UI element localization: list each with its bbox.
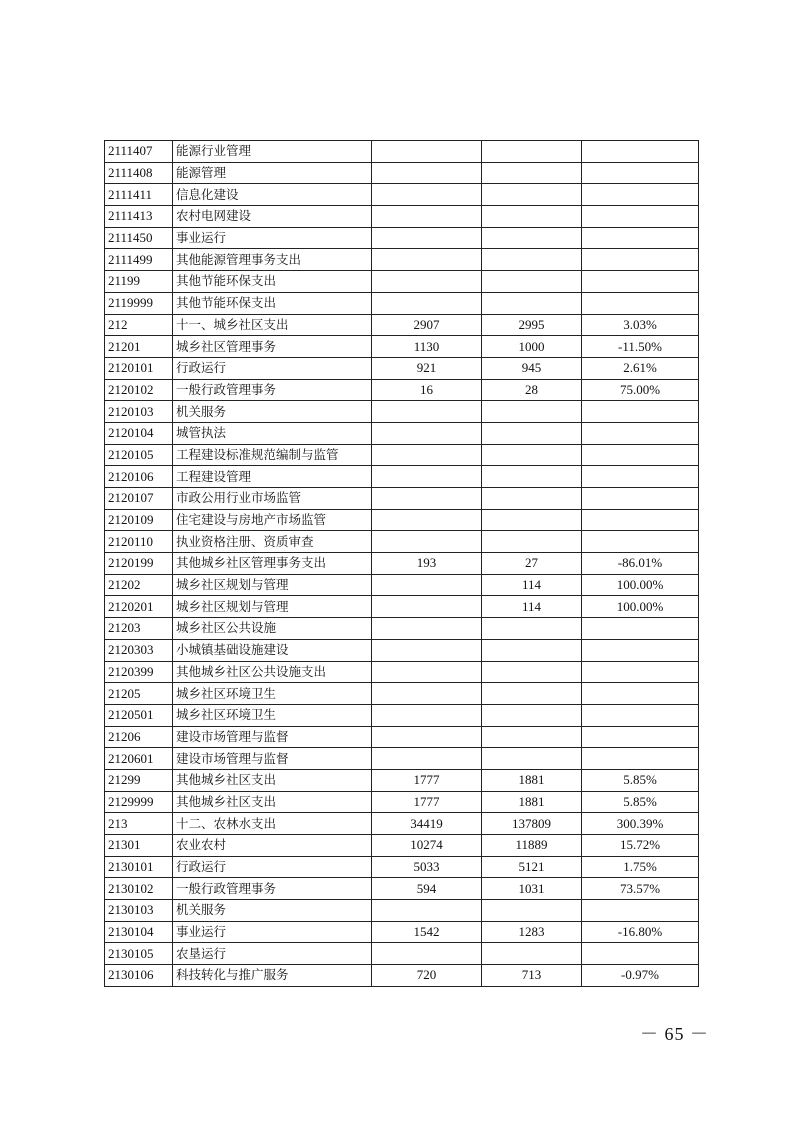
row-value-a xyxy=(372,184,482,206)
row-value-b xyxy=(482,444,582,466)
row-code: 2111408 xyxy=(105,162,173,184)
row-value-a xyxy=(372,748,482,770)
table-row xyxy=(105,661,699,683)
row-change-percent xyxy=(582,422,699,444)
row-change-percent xyxy=(582,249,699,271)
row-value-b: 1031 xyxy=(482,878,582,900)
row-change-percent: 3.03% xyxy=(582,314,699,336)
table-row xyxy=(105,227,699,249)
row-change-percent: 300.39% xyxy=(582,813,699,835)
table-row xyxy=(105,878,699,900)
row-value-b: 1881 xyxy=(482,769,582,791)
row-code: 2111499 xyxy=(105,249,173,271)
row-value-a xyxy=(372,509,482,531)
table-row xyxy=(105,921,699,943)
row-code: 2130106 xyxy=(105,965,173,987)
table-row xyxy=(105,422,699,444)
row-change-percent: 1.75% xyxy=(582,856,699,878)
row-name: 工程建设管理 xyxy=(173,466,372,488)
row-value-a: 34419 xyxy=(372,813,482,835)
table-row xyxy=(105,531,699,553)
row-value-b xyxy=(482,141,582,163)
row-code: 21206 xyxy=(105,726,173,748)
row-change-percent: 75.00% xyxy=(582,379,699,401)
table-row xyxy=(105,509,699,531)
row-code: 2120106 xyxy=(105,466,173,488)
row-value-b xyxy=(482,943,582,965)
row-value-b xyxy=(482,661,582,683)
row-code: 21202 xyxy=(105,574,173,596)
row-change-percent xyxy=(582,401,699,423)
row-change-percent xyxy=(582,683,699,705)
row-code: 2120102 xyxy=(105,379,173,401)
row-name: 其他节能环保支出 xyxy=(173,292,372,314)
row-code: 2120201 xyxy=(105,596,173,618)
row-value-a: 1542 xyxy=(372,921,482,943)
row-name: 其他城乡社区支出 xyxy=(173,791,372,813)
row-change-percent: 2.61% xyxy=(582,357,699,379)
row-code: 2129999 xyxy=(105,791,173,813)
row-value-b: 5121 xyxy=(482,856,582,878)
budget-table-body xyxy=(105,141,699,987)
row-value-a: 16 xyxy=(372,379,482,401)
row-value-a xyxy=(372,422,482,444)
row-value-b: 28 xyxy=(482,379,582,401)
row-name: 城乡社区规划与管理 xyxy=(173,574,372,596)
row-name: 城乡社区管理事务 xyxy=(173,336,372,358)
table-row xyxy=(105,357,699,379)
row-change-percent xyxy=(582,162,699,184)
row-value-b: 2995 xyxy=(482,314,582,336)
row-change-percent: 5.85% xyxy=(582,769,699,791)
row-value-b xyxy=(482,227,582,249)
table-row xyxy=(105,769,699,791)
row-name: 建设市场管理与监督 xyxy=(173,748,372,770)
row-name: 信息化建设 xyxy=(173,184,372,206)
row-change-percent xyxy=(582,206,699,228)
row-value-b: 1881 xyxy=(482,791,582,813)
row-name: 小城镇基础设施建设 xyxy=(173,639,372,661)
row-name: 城乡社区环境卫生 xyxy=(173,683,372,705)
row-name: 城乡社区规划与管理 xyxy=(173,596,372,618)
row-name: 建设市场管理与监督 xyxy=(173,726,372,748)
row-value-a xyxy=(372,531,482,553)
row-value-a xyxy=(372,141,482,163)
row-code: 2120110 xyxy=(105,531,173,553)
row-value-b: 27 xyxy=(482,553,582,575)
table-row xyxy=(105,271,699,293)
row-change-percent: 73.57% xyxy=(582,878,699,900)
table-row xyxy=(105,813,699,835)
table-row xyxy=(105,141,699,163)
row-change-percent xyxy=(582,184,699,206)
row-code: 2120601 xyxy=(105,748,173,770)
row-value-b: 713 xyxy=(482,965,582,987)
table-row xyxy=(105,488,699,510)
row-change-percent: 15.72% xyxy=(582,835,699,857)
row-value-b xyxy=(482,618,582,640)
row-value-a xyxy=(372,488,482,510)
row-code: 2120104 xyxy=(105,422,173,444)
row-change-percent: -11.50% xyxy=(582,336,699,358)
row-value-b: 114 xyxy=(482,596,582,618)
row-value-a: 921 xyxy=(372,357,482,379)
row-code: 2130105 xyxy=(105,943,173,965)
table-row xyxy=(105,184,699,206)
row-code: 21201 xyxy=(105,336,173,358)
row-code: 2120399 xyxy=(105,661,173,683)
row-name: 一般行政管理事务 xyxy=(173,379,372,401)
row-code: 2130103 xyxy=(105,900,173,922)
row-change-percent: -86.01% xyxy=(582,553,699,575)
row-value-a xyxy=(372,401,482,423)
table-row xyxy=(105,162,699,184)
row-code: 21203 xyxy=(105,618,173,640)
row-value-a: 5033 xyxy=(372,856,482,878)
row-value-a: 2907 xyxy=(372,314,482,336)
row-change-percent xyxy=(582,661,699,683)
row-value-b xyxy=(482,206,582,228)
row-name: 科技转化与推广服务 xyxy=(173,965,372,987)
row-code: 2120107 xyxy=(105,488,173,510)
row-change-percent xyxy=(582,726,699,748)
row-value-a: 1777 xyxy=(372,769,482,791)
row-value-b xyxy=(482,184,582,206)
row-value-b xyxy=(482,683,582,705)
row-name: 其他节能环保支出 xyxy=(173,271,372,293)
row-name: 一般行政管理事务 xyxy=(173,878,372,900)
row-code: 2130102 xyxy=(105,878,173,900)
row-value-a xyxy=(372,227,482,249)
row-value-b xyxy=(482,900,582,922)
row-value-b: 114 xyxy=(482,574,582,596)
row-value-a xyxy=(372,444,482,466)
row-change-percent xyxy=(582,639,699,661)
row-name: 十二、农林水支出 xyxy=(173,813,372,835)
row-code: 2120101 xyxy=(105,357,173,379)
row-name: 能源行业管理 xyxy=(173,141,372,163)
row-change-percent xyxy=(582,271,699,293)
row-change-percent xyxy=(582,618,699,640)
row-name: 机关服务 xyxy=(173,900,372,922)
row-change-percent xyxy=(582,444,699,466)
table-row xyxy=(105,618,699,640)
row-value-b xyxy=(482,271,582,293)
row-change-percent xyxy=(582,488,699,510)
row-change-percent xyxy=(582,509,699,531)
table-row xyxy=(105,466,699,488)
row-change-percent xyxy=(582,292,699,314)
row-value-a xyxy=(372,661,482,683)
row-change-percent xyxy=(582,900,699,922)
row-name: 十一、城乡社区支出 xyxy=(173,314,372,336)
row-code: 21299 xyxy=(105,769,173,791)
row-change-percent: 5.85% xyxy=(582,791,699,813)
row-change-percent xyxy=(582,227,699,249)
row-change-percent xyxy=(582,466,699,488)
row-code: 213 xyxy=(105,813,173,835)
row-value-a xyxy=(372,271,482,293)
budget-table xyxy=(104,140,699,987)
row-name: 其他能源管理事务支出 xyxy=(173,249,372,271)
table-row xyxy=(105,791,699,813)
table-row xyxy=(105,726,699,748)
table-row xyxy=(105,856,699,878)
row-value-a xyxy=(372,943,482,965)
table-row xyxy=(105,965,699,987)
table-row xyxy=(105,292,699,314)
row-value-b xyxy=(482,531,582,553)
row-value-a xyxy=(372,249,482,271)
table-row xyxy=(105,900,699,922)
row-name: 城管执法 xyxy=(173,422,372,444)
row-code: 2119999 xyxy=(105,292,173,314)
table-row xyxy=(105,835,699,857)
row-code: 2120199 xyxy=(105,553,173,575)
row-name: 事业运行 xyxy=(173,227,372,249)
row-code: 2130101 xyxy=(105,856,173,878)
row-name: 其他城乡社区管理事务支出 xyxy=(173,553,372,575)
row-name: 农业农村 xyxy=(173,835,372,857)
row-name: 城乡社区环境卫生 xyxy=(173,704,372,726)
table-row xyxy=(105,683,699,705)
row-name: 工程建设标准规范编制与监管 xyxy=(173,444,372,466)
row-change-percent xyxy=(582,141,699,163)
row-value-a xyxy=(372,683,482,705)
row-value-a xyxy=(372,466,482,488)
row-value-b xyxy=(482,249,582,271)
row-change-percent: -16.80% xyxy=(582,921,699,943)
row-value-b xyxy=(482,509,582,531)
row-value-a xyxy=(372,206,482,228)
row-code: 2111450 xyxy=(105,227,173,249)
row-name: 其他城乡社区公共设施支出 xyxy=(173,661,372,683)
row-value-b xyxy=(482,401,582,423)
table-row xyxy=(105,748,699,770)
row-value-b xyxy=(482,466,582,488)
table-row xyxy=(105,596,699,618)
row-value-b: 1000 xyxy=(482,336,582,358)
table-row xyxy=(105,639,699,661)
row-value-a xyxy=(372,618,482,640)
table-row xyxy=(105,249,699,271)
table-row xyxy=(105,379,699,401)
row-code: 2111413 xyxy=(105,206,173,228)
row-value-a: 594 xyxy=(372,878,482,900)
row-value-b: 137809 xyxy=(482,813,582,835)
row-code: 21301 xyxy=(105,835,173,857)
table-row xyxy=(105,314,699,336)
row-value-a xyxy=(372,596,482,618)
row-code: 21205 xyxy=(105,683,173,705)
row-value-b: 945 xyxy=(482,357,582,379)
row-code: 2120109 xyxy=(105,509,173,531)
row-code: 2111411 xyxy=(105,184,173,206)
row-value-b xyxy=(482,748,582,770)
page-number: － 65 － xyxy=(640,1024,709,1044)
row-value-a: 1130 xyxy=(372,336,482,358)
row-code: 2111407 xyxy=(105,141,173,163)
table-row xyxy=(105,401,699,423)
row-change-percent xyxy=(582,748,699,770)
row-value-a xyxy=(372,574,482,596)
row-name: 住宅建设与房地产市场监管 xyxy=(173,509,372,531)
row-value-b xyxy=(482,726,582,748)
table-row xyxy=(105,336,699,358)
row-value-a xyxy=(372,162,482,184)
row-value-a: 1777 xyxy=(372,791,482,813)
row-value-a: 10274 xyxy=(372,835,482,857)
row-name: 行政运行 xyxy=(173,856,372,878)
table-row xyxy=(105,206,699,228)
table-row xyxy=(105,553,699,575)
row-change-percent xyxy=(582,704,699,726)
row-name: 执业资格注册、资质审查 xyxy=(173,531,372,553)
row-value-b xyxy=(482,488,582,510)
row-value-b xyxy=(482,292,582,314)
row-name: 行政运行 xyxy=(173,357,372,379)
table-row xyxy=(105,704,699,726)
row-code: 2130104 xyxy=(105,921,173,943)
row-name: 城乡社区公共设施 xyxy=(173,618,372,640)
row-value-b: 11889 xyxy=(482,835,582,857)
row-value-b xyxy=(482,704,582,726)
row-name: 市政公用行业市场监管 xyxy=(173,488,372,510)
table-row xyxy=(105,444,699,466)
row-value-a: 720 xyxy=(372,965,482,987)
row-name: 事业运行 xyxy=(173,921,372,943)
row-name: 机关服务 xyxy=(173,401,372,423)
row-name: 农垦运行 xyxy=(173,943,372,965)
row-change-percent: 100.00% xyxy=(582,574,699,596)
row-code: 2120501 xyxy=(105,704,173,726)
row-value-a xyxy=(372,900,482,922)
table-row xyxy=(105,943,699,965)
row-value-a xyxy=(372,704,482,726)
table-row xyxy=(105,574,699,596)
row-code: 2120103 xyxy=(105,401,173,423)
row-change-percent: -0.97% xyxy=(582,965,699,987)
row-value-a xyxy=(372,292,482,314)
row-value-b xyxy=(482,422,582,444)
row-value-a xyxy=(372,639,482,661)
row-value-b xyxy=(482,639,582,661)
row-value-a xyxy=(372,726,482,748)
row-code: 212 xyxy=(105,314,173,336)
row-code: 2120105 xyxy=(105,444,173,466)
row-value-b: 1283 xyxy=(482,921,582,943)
row-code: 21199 xyxy=(105,271,173,293)
row-change-percent: 100.00% xyxy=(582,596,699,618)
row-name: 农村电网建设 xyxy=(173,206,372,228)
row-change-percent xyxy=(582,943,699,965)
row-value-b xyxy=(482,162,582,184)
row-name: 能源管理 xyxy=(173,162,372,184)
row-name: 其他城乡社区支出 xyxy=(173,769,372,791)
row-code: 2120303 xyxy=(105,639,173,661)
row-value-a: 193 xyxy=(372,553,482,575)
row-change-percent xyxy=(582,531,699,553)
